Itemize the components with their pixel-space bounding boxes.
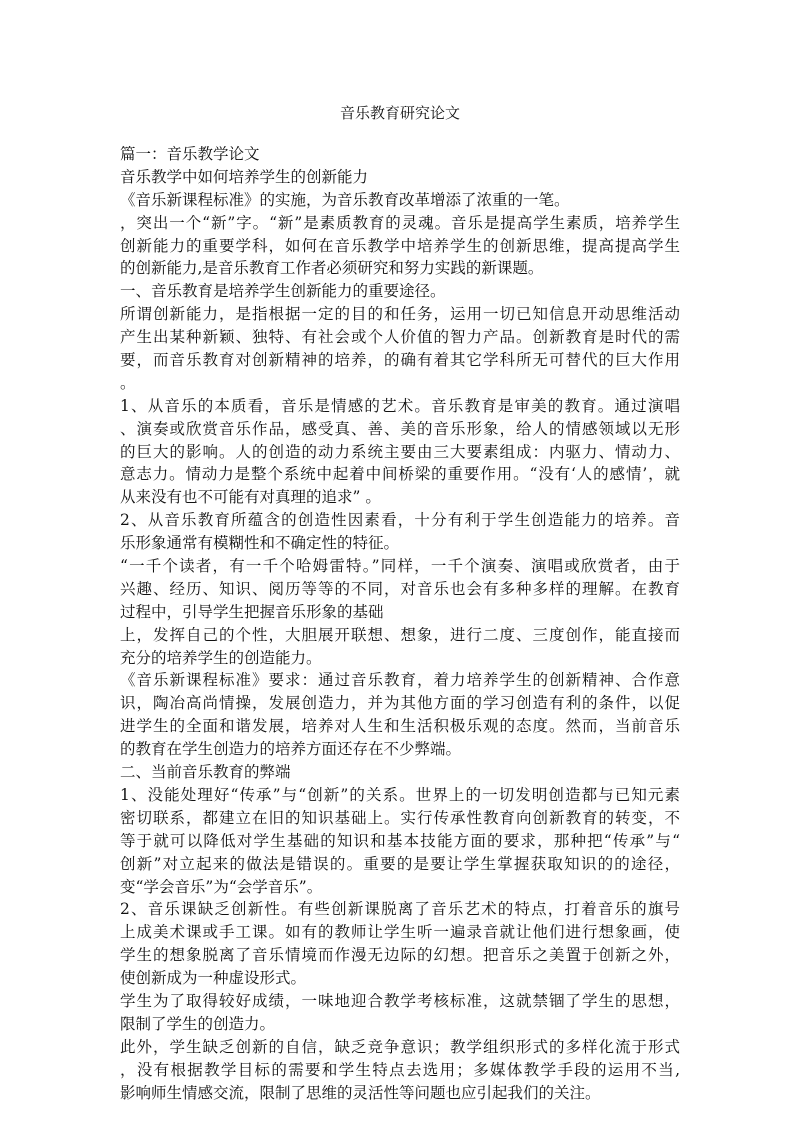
body-line: 充分的培养学生的创造能力。 xyxy=(120,648,322,667)
body-line: 一、音乐教育是培养学生创新能力的重要途径。 xyxy=(120,282,446,301)
body-line: 《音乐新课程标准》的实施，为音乐教育改革增添了浓重的一笔。 xyxy=(120,190,570,209)
body-line: 2、音乐课缺乏创新性。有些创新课脱离了音乐艺术的特点，打着音乐的旗号 xyxy=(120,900,680,919)
body-line: 所谓创新能力，是指根据一定的目的和任务，运用一切已知信息开动思维活动 xyxy=(120,305,680,324)
body-line: 变“学会音乐”为“会学音乐”。 xyxy=(120,877,323,896)
body-line: 过程中，引导学生把握音乐形象的基础 xyxy=(120,602,384,621)
body-line: 。 xyxy=(120,373,136,392)
body-line: 限制了学生的创造力。 xyxy=(120,1014,276,1033)
body-line: 1、没能处理好“传承”与“创新”的关系。世界上的一切发明创造都与已知元素 xyxy=(120,785,680,804)
body-line: 密切联系，都建立在旧的知识基础上。实行传承性教育向创新教育的转变，不 xyxy=(120,808,680,827)
body-line: 此外，学生缺乏创新的自信，缺乏竞争意识；教学组织形式的多样化流于形式 xyxy=(120,1037,680,1056)
body-line: 上成美术课或手工课。如有的教师让学生听一遍录音就让他们进行想象画，使 xyxy=(120,923,680,942)
body-line: 音乐教学中如何培养学生的创新能力 xyxy=(120,167,369,186)
body-line: 使创新成为一种虚设形式。 xyxy=(120,969,307,988)
body-line: 创新能力的重要学科，如何在音乐教学中培养学生的创新思维，提高提高学生 xyxy=(120,236,680,255)
body-line: 《音乐新课程标准》要求：通过音乐教育，着力培养学生的创新精神、合作意 xyxy=(120,671,680,690)
body-line: 2、从音乐教育所蕴含的创造性因素看，十分有利于学生创造能力的培养。音 xyxy=(120,511,680,530)
body-line: 二、当前音乐教育的弊端 xyxy=(120,763,291,782)
body-line: 学生的想象脱离了音乐情境而作漫无边际的幻想。把音乐之美置于创新之外， xyxy=(120,946,680,965)
body-line: 的创新能力,是音乐教育工作者必须研究和努力实践的新课题。 xyxy=(120,259,544,278)
body-line: 等于就可以降低对学生基础的知识和基本技能方面的要求，那种把“传承”与“ xyxy=(120,831,680,850)
body-line: 识，陶冶高尚情操，发展创造力，并为其他方面的学习创造有利的条件，以促 xyxy=(120,694,680,713)
document-title: 音乐教育研究论文 xyxy=(339,104,460,122)
body-line: “一千个读者，有一千个哈姆雷特。”同样，一千个演奏、演唱或欣赏者，由于 xyxy=(120,557,680,576)
body-line: 乐形象通常有模糊性和不确定性的特征。 xyxy=(120,534,400,553)
body-line: 的巨大的影响。人的创造的动力系统主要由三大要素组成：内驱力、情动力、 xyxy=(120,442,680,461)
body-line: 上，发挥自己的个性，大胆展开联想、想象，进行二度、三度创作，能直接而 xyxy=(120,625,680,644)
body-line: 1、从音乐的本质看，音乐是情感的艺术。音乐教育是审美的教育。通过演唱 xyxy=(120,396,680,415)
body-line: 篇一：音乐教学论文 xyxy=(120,145,260,163)
body-line: 的教育在学生创造力的培养方面还存在不少弊端。 xyxy=(120,740,462,759)
document-body xyxy=(120,143,680,1104)
body-line: 进学生的全面和谐发展，培养对人生和生活积极乐观的态度。然而，当前音乐 xyxy=(120,717,680,736)
body-line: 意志力。情动力是整个系统中起着中间桥梁的重要作用。“没有‘人的感情’，就 xyxy=(120,465,680,484)
body-line: 创新”对立起来的做法是错误的。重要的是要让学生掌握获取知识的的途径， xyxy=(120,854,680,873)
body-line: 兴趣、经历、知识、阅历等等的不同，对音乐也会有多种多样的理解。在教育 xyxy=(120,579,680,598)
body-line: ，突出一个“新”字。“新”是素质教育的灵魂。音乐是提高学生素质，培养学生 xyxy=(120,213,680,232)
body-line: 产生出某种新颖、独特、有社会或个人价值的智力产品。创新教育是时代的需 xyxy=(120,328,680,347)
body-line: 影响师生情感交流，限制了思维的灵活性等问题也应引起我们的关注。 xyxy=(120,1083,601,1102)
body-line: ，没有根据教学目标的需要和学生特点去选用；多媒体教学手段的运用不当, xyxy=(120,1060,680,1079)
body-line: 学生为了取得较好成绩，一味地迎合教学考核标准，这就禁锢了学生的思想， xyxy=(120,991,680,1010)
body-line: 从来没有也不可能有对真理的追求” 。 xyxy=(120,488,381,507)
body-line: 要，而音乐教育对创新精神的培养，的确有着其它学科所无可替代的巨大作用 xyxy=(120,351,680,370)
body-line: 、演奏或欣赏音乐作品，感受真、善、美的音乐形象，给人的情感领域以无形 xyxy=(120,419,680,438)
